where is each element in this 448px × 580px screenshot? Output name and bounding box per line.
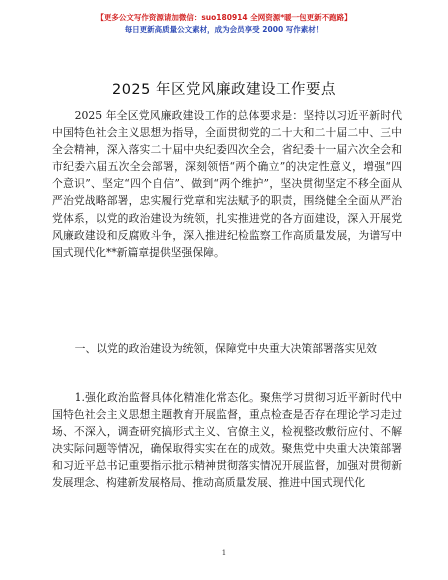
section-heading-block bbox=[52, 340, 402, 357]
promo-line-2: 每日更新高质量公文素材，成为会员享受 2000 写作素材！ bbox=[124, 25, 324, 34]
section-heading: 一、以党的政治建设为统领，保障党中央重大决策部署落实见效 bbox=[74, 342, 377, 355]
promo-line-1: 【更多公文写作资源请加微信：suo180914 全网资源*暖一包更新不跑路】 bbox=[96, 13, 352, 22]
intro-paragraph: 2025 年全区党风廉政建设工作的总体要求是：坚持以习近平新时代中国特色社会主义思想为指导，全面贯彻党的二十大和二十届二中、三中全会精神，深入落实二十届中央纪委四次全会，省纪委十一届六次全会和市纪委六届五次全会部署，深刻领悟“两个确立”的决定性意义，增强“四个意识”、坚定“四个自信”、做到“两个维护”，坚决贯彻坚定不移全面从严治党战略部署，忠实履行党章和宪法赋予的职责，围绕健全全面从严治党体系，以党的政治建设为统领，扎实推进党的各方面建设，深入开展党风廉政建设和反腐败斗争，深入推进纪检监察工作高质量发展，为谱写中国式现代化**新篇章提供坚强保障。 bbox=[52, 109, 402, 259]
intro-paragraph-block bbox=[52, 107, 402, 261]
item-paragraph: 1.强化政治监督具体化精准化常态化。聚焦学习贯彻习近平新时代中国特色社会主义思想主题教育开展监督，重点检查是否存在理论学习走过场、不深入，调查研究搞形式主义、官僚主义，检视整改敷衍应付、不解决实际问题等情况，确保取得实实在在的成效。聚焦党中央重大决策部署和习近平总书记重要指示批示精神贯彻落实情况开展监督，加强对贯彻新发展理念、构建新发展格局、推动高质量发展、推进中国式现代化 bbox=[52, 391, 402, 490]
document-title: 2025 年区党风廉政建设工作要点 bbox=[111, 82, 336, 98]
page-number: 1 bbox=[221, 549, 227, 557]
item-paragraph-block bbox=[52, 389, 402, 492]
promo-banner bbox=[0, 12, 448, 35]
